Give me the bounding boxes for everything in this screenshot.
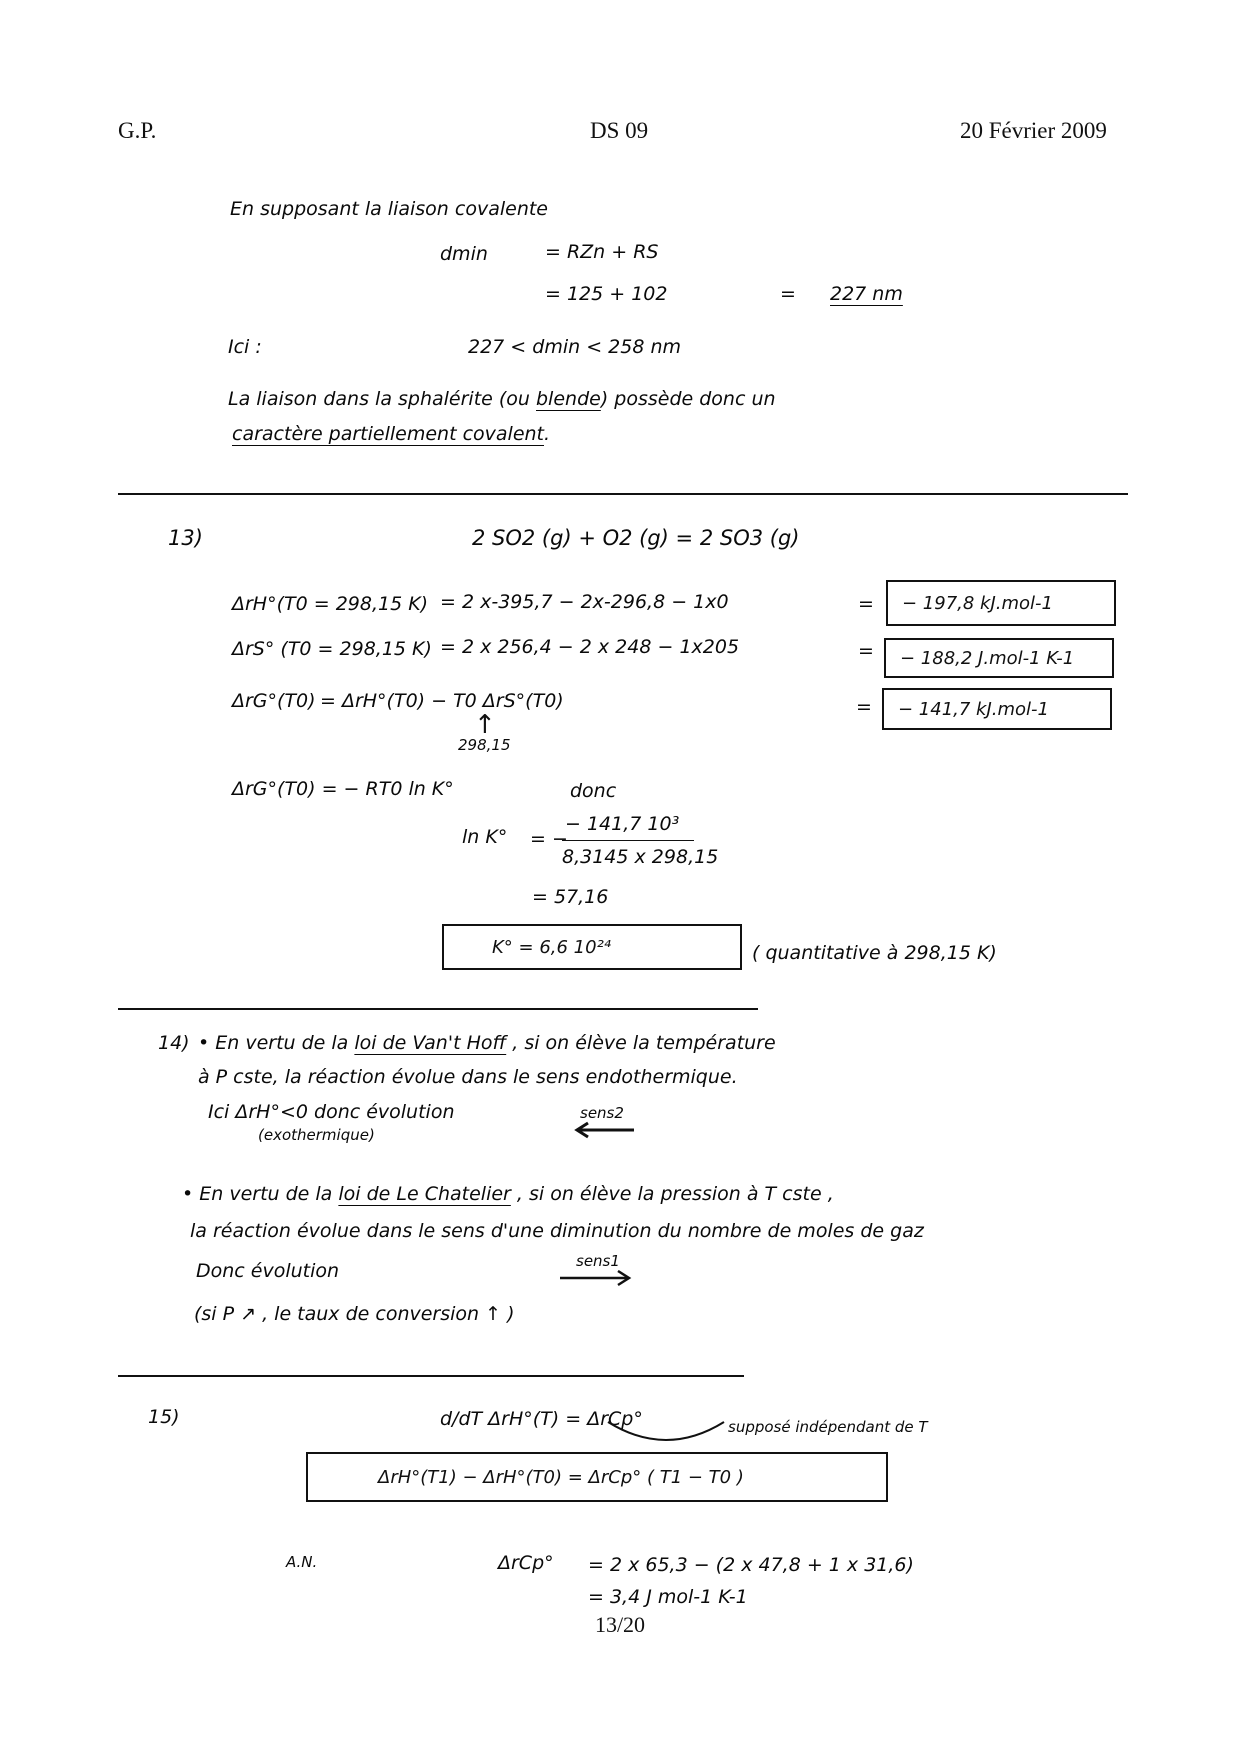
gibbs-result-box (882, 688, 1112, 730)
question-13-number: 13) (168, 526, 203, 550)
page-number: 13/20 (594, 1612, 646, 1637)
partial-covalent-term: caractère partiellement covalent (232, 423, 544, 445)
sens2-label: sens2 (580, 1104, 624, 1122)
sens1-label: sens1 (576, 1252, 620, 1270)
lnk-numerator: − 141,7 10³ (565, 813, 680, 835)
dmin-result: 227 nm (830, 283, 903, 305)
kirchhoff-derivative: d/dT ΔrH°(T) = ΔrCp° (440, 1408, 643, 1430)
k-result-box (442, 924, 742, 970)
dmin-equals: = (780, 283, 796, 305)
right-arrow-icon (558, 1270, 632, 1286)
kirchhoff-result-box (306, 1452, 888, 1502)
question-15-number: 15) (148, 1406, 180, 1428)
conclusion-line-2 (232, 425, 550, 444)
k-result: K° = 6,6 10²⁴ (492, 936, 612, 958)
conclusion-text-c: ) possède donc un (600, 388, 776, 410)
vanthoff-line-1 (198, 1034, 776, 1053)
underbrace-curve (606, 1418, 726, 1444)
lnk-denominator: 8,3145 x 298,15 (562, 846, 719, 868)
enthalpy-expression: = 2 x-395,7 − 2x-296,8 − 1x0 (440, 591, 729, 613)
ici-label: Ici : (228, 336, 262, 358)
dmin-inequality: 227 < dmin < 258 nm (468, 336, 682, 358)
gibbs-equals: = (856, 696, 872, 718)
gibbs-result: − 141,7 kJ.mol-1 (898, 698, 1050, 720)
heat-capacity-result: = 3,4 J mol-1 K-1 (588, 1586, 748, 1608)
vanthoff-temperature: , si on élève la température (506, 1032, 776, 1054)
conclusion-text-a: La liaison dans la sphalérite (ou (228, 388, 536, 410)
lechatelier-line-2: la réaction évolue dans le sens d'une diminution du nombre de moles de gaz (190, 1220, 924, 1242)
reaction-equation: 2 SO2 (g) + O2 (g) = 2 SO3 (g) (472, 526, 800, 550)
lechatelier-pressure: , si on élève la pression à T cste , (510, 1183, 834, 1205)
conversion-note: (si P ↗ , le taux de conversion ↑ ) (194, 1303, 515, 1325)
gibbs-expression: = ΔrH°(T0) − T0 ΔrS°(T0) (320, 690, 564, 712)
entropy-label: ΔrS° (T0 = 298,15 K) (232, 638, 432, 660)
lechatelier-line-3: Donc évolution (196, 1260, 340, 1282)
vanthoff-intro: • En vertu de la (198, 1032, 355, 1054)
heat-capacity-label: ΔrCp° (498, 1552, 554, 1574)
header-date: 20 Février 2009 (960, 118, 1107, 143)
up-arrow-icon: ↑ (474, 710, 496, 740)
lnk-equals: = − (530, 828, 568, 850)
dmin-formula: = RZn + RS (545, 241, 659, 263)
section-divider-14 (118, 1008, 758, 1010)
question-14-number: 14) (158, 1032, 190, 1054)
heat-capacity-expression: = 2 x 65,3 − (2 x 47,8 + 1 x 31,6) (588, 1554, 914, 1576)
fraction-bar (562, 840, 694, 841)
k-quantitative-note: ( quantitative à 298,15 K) (752, 942, 997, 964)
section-divider-15 (118, 1375, 744, 1377)
entropy-expression: = 2 x 256,4 − 2 x 248 − 1x205 (440, 636, 740, 658)
enthalpy-result: − 197,8 kJ.mol-1 (902, 592, 1054, 614)
enthalpy-result-box (886, 580, 1116, 626)
enthalpy-label: ΔrH°(T0 = 298,15 K) (232, 593, 429, 615)
enthalpy-equals: = (858, 593, 874, 615)
entropy-result-box (884, 638, 1114, 678)
vanthoff-law: loi de Van't Hoff (354, 1032, 507, 1054)
donc-word: donc (570, 780, 617, 802)
blende-term: blende (536, 388, 601, 410)
conclusion-line-1 (228, 390, 776, 409)
section-divider-13 (118, 493, 1128, 495)
numerical-application-label: A.N. (286, 1553, 318, 1571)
header-author: G.P. (118, 118, 157, 143)
lechatelier-intro: • En vertu de la (182, 1183, 339, 1205)
conclusion-period: . (544, 423, 551, 445)
entropy-result: − 188,2 J.mol-1 K-1 (900, 647, 1075, 669)
lechatelier-law: loi de Le Chatelier (338, 1183, 511, 1205)
header-title: DS 09 (590, 118, 649, 143)
lechatelier-line-1 (182, 1185, 834, 1204)
exothermic-note: (exothermique) (258, 1126, 375, 1144)
dmin-numeric: = 125 + 102 (545, 283, 668, 305)
lnk-label: ln K° (462, 826, 508, 848)
covalent-assumption-text: En supposant la liaison covalente (230, 198, 548, 220)
gibbs-rt-lnk-relation: ΔrG°(T0) = − RT0 ln K° (232, 778, 454, 800)
lnk-value: = 57,16 (532, 886, 609, 908)
kirchhoff-formula: ΔrH°(T1) − ΔrH°(T0) = ΔrCp° ( T1 − T0 ) (378, 1466, 744, 1488)
left-arrow-icon (574, 1122, 636, 1138)
gibbs-label: ΔrG°(T0) (232, 690, 316, 712)
t0-value: 298,15 (458, 736, 511, 754)
dmin-label: dmin (440, 243, 488, 265)
vanthoff-line-3: Ici ΔrH°<0 donc évolution (208, 1101, 455, 1123)
entropy-equals: = (858, 640, 874, 662)
independence-note: supposé indépendant de T (728, 1418, 928, 1436)
vanthoff-line-2: à P cste, la réaction évolue dans le sens endothermique. (198, 1066, 738, 1088)
